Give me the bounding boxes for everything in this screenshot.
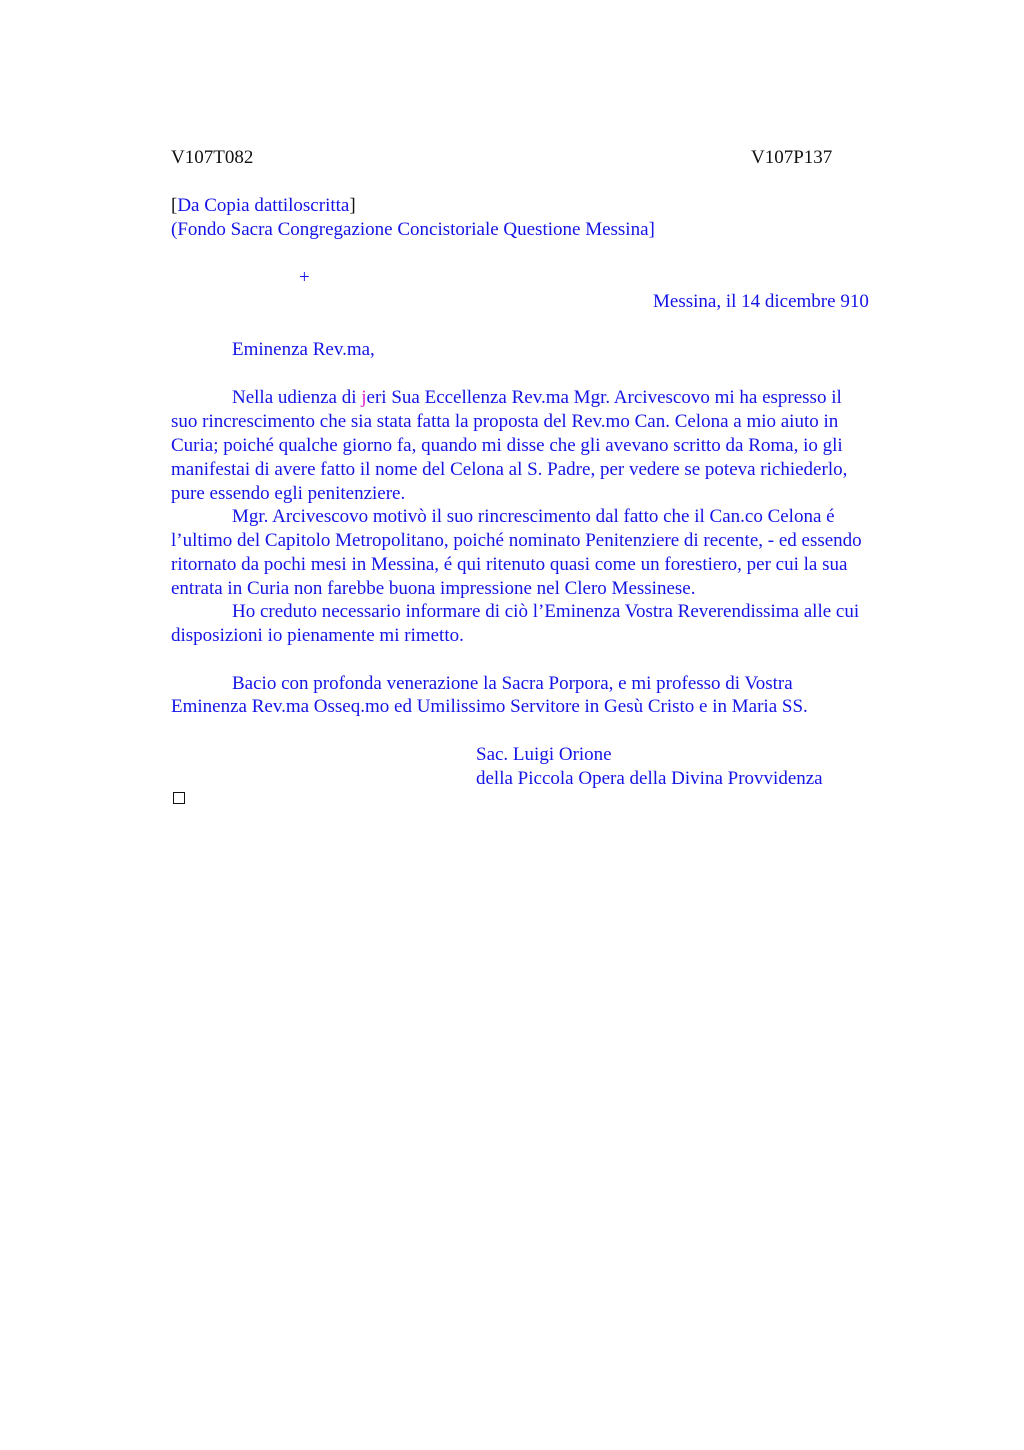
letter-date: Messina, il 14 dicembre 910 [653, 291, 869, 312]
paragraph-2-line-4: entrata in Curia non farebbe buona impressione nel Clero Messinese. [171, 578, 696, 599]
paragraph-4-line-1: Bacio con profonda venerazione la Sacra Porpora, e mi professo di Vostra [232, 673, 793, 694]
signature-organization: della Piccola Opera della Divina Provvidenza [476, 768, 823, 789]
paragraph-3-line-2: disposizioni io pienamente mi rimetto. [171, 625, 464, 646]
source-fondo: (Fondo Sacra Congregazione Concistoriale Questione Messina] [171, 219, 655, 240]
paragraph-2-line-2: l’ultimo del Capitolo Metropolitano, poiché nominato Penitenziere di recente, - ed essendo [171, 530, 862, 551]
paragraph-2-line-3: ritornato da pochi mesi in Messina, é qui ritenuto quasi come un forestiero, per cui la sua [171, 554, 848, 575]
document-code-right: V107P137 [751, 147, 833, 168]
paragraph-1-line-1 [232, 386, 842, 410]
source-note [171, 194, 356, 218]
paragraph-4-line-2: Eminenza Rev.ma Osseq.mo ed Umilissimo Servitore in Gesù Cristo e in Maria SS. [171, 696, 808, 717]
end-box-icon [173, 792, 185, 804]
source-copy-label: Da Copia dattiloscritta [177, 195, 350, 216]
signature-name: Sac. Luigi Orione [476, 744, 612, 765]
salutation: Eminenza Rev.ma, [232, 339, 375, 360]
source-bracket-close: ] [349, 195, 356, 216]
paragraph-1-line-4: manifestai di avere fatto il nome del Celona al S. Padre, per vedere se poteva richiederlo, [171, 459, 848, 480]
highlighted-letter: j [361, 387, 367, 408]
cross-mark: + [299, 267, 310, 288]
paragraph-1-line-2: suo rincrescimento che sia stata fatta la proposta del Rev.mo Can. Celona a mio aiuto in [171, 411, 839, 432]
paragraph-1-line-1-start: Nella udienza di [232, 387, 362, 408]
paragraph-2-line-1: Mgr. Arcivescovo motivò il suo rincrescimento dal fatto che il Can.co Celona é [232, 506, 835, 527]
source-bracket-open: [ [171, 195, 178, 216]
paragraph-1-line-5: pure essendo egli penitenziere. [171, 483, 406, 504]
document-code-left: V107T082 [171, 147, 254, 168]
paragraph-1-line-1-end: eri Sua Eccellenza Rev.ma Mgr. Arcivescovo mi ha espresso il [366, 387, 842, 408]
paragraph-1-line-3: Curia; poiché qualche giorno fa, quando mi disse che gli avevano scritto da Roma, io gli [171, 435, 843, 456]
paragraph-3-line-1: Ho creduto necessario informare di ciò l’Eminenza Vostra Reverendissima alle cui [232, 601, 860, 622]
